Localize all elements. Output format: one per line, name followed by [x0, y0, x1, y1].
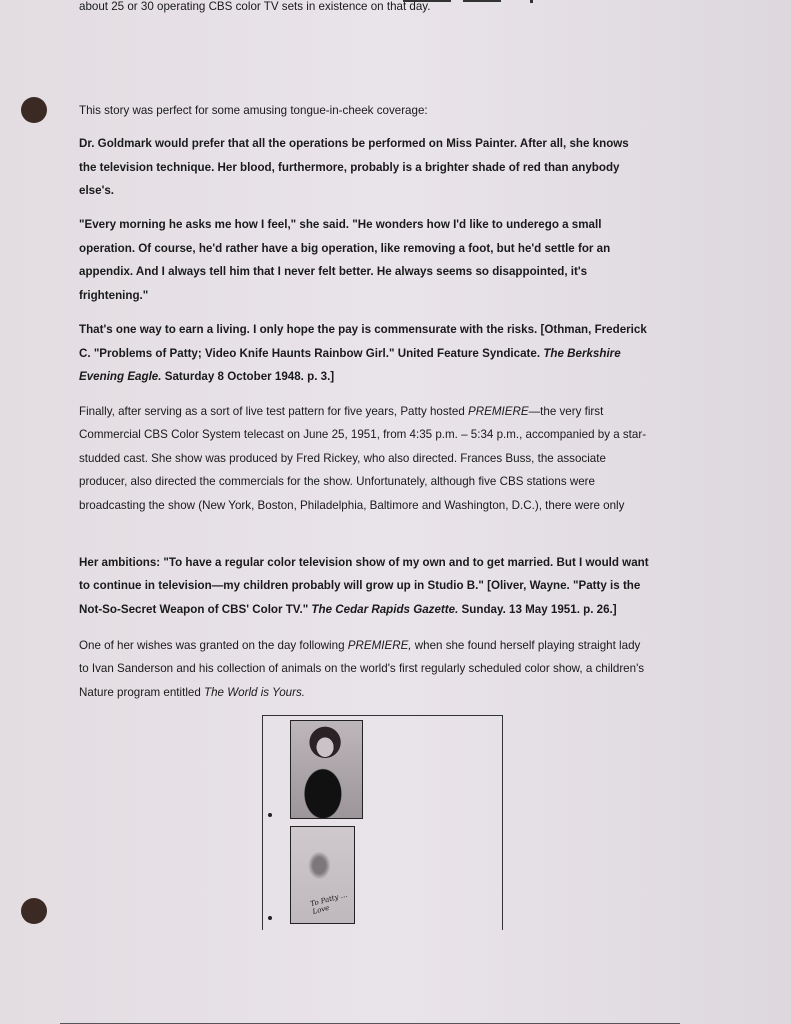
text-line — [79, 603, 617, 616]
text-segment: "Every morning he asks me how I feel," she said. "He wonders how I'd like to underego a small — [79, 218, 602, 231]
text-line — [79, 323, 647, 336]
text-line — [79, 686, 305, 699]
text-line — [79, 475, 595, 488]
text-line — [79, 137, 629, 150]
text-segment: —the very first — [528, 405, 604, 418]
italic-text: Evening Eagle. — [79, 370, 162, 383]
text-segment: frightening." — [79, 289, 149, 302]
text-segment: Sunday. 13 May 1951. p. 26.] — [458, 603, 617, 616]
text-line — [79, 370, 334, 383]
patty-painter-portrait-photo — [290, 720, 363, 819]
text-line — [79, 289, 148, 302]
text-segment: to continue in television—my children probably will grow up in Studio B." [Oliver, Wayne. "Patty is the — [79, 579, 641, 592]
scan-mark — [463, 0, 501, 2]
text-segment: Not-So-Secret Weapon of CBS' Color TV." — [79, 603, 312, 616]
text-segment: This story was perfect for some amusing tongue-in-cheek coverage: — [79, 104, 428, 117]
text-line — [79, 405, 603, 418]
text-segment: Her ambitions: "To have a regular color television show of my own and to get married. But I would want — [79, 556, 649, 569]
italic-text: PREMIERE, — [347, 639, 412, 652]
text-line — [79, 218, 601, 231]
italic-text: The Berkshire — [543, 347, 621, 360]
text-line — [79, 428, 646, 441]
binder-hole-top — [21, 97, 47, 123]
italic-text: The World is Yours. — [204, 686, 305, 699]
binder-hole-bottom — [21, 898, 47, 924]
italic-text: The Cedar Rapids Gazette. — [311, 603, 459, 616]
text-segment: Finally, after serving as a sort of live test pattern for five years, Patty hosted — [79, 405, 468, 418]
text-segment: about 25 or 30 operating CBS color TV sets in existence on that day. — [79, 0, 431, 13]
text-segment: One of her wishes was granted on the day following — [79, 639, 348, 652]
text-segment: operation. Of course, he'd rather have a big operation, like removing a foot, but he'd settle for an — [79, 242, 611, 255]
text-line — [79, 556, 649, 569]
text-segment: to Ivan Sanderson and his collection of animals on the world's first regularly scheduled color show, a children's — [79, 662, 645, 675]
bullet — [268, 813, 272, 817]
text-line — [79, 499, 624, 512]
text-line — [79, 242, 610, 255]
text-segment: Dr. Goldmark would prefer that all the operations be performed on Miss Painter. After all, she knows — [79, 137, 629, 150]
text-segment: That's one way to earn a living. I only hope the pay is commensurate with the risks. [Othman, Frederick — [79, 323, 647, 336]
text-segment: C. "Problems of Patty; Video Knife Haunts Rainbow Girl." United Feature Syndicate. — [79, 347, 544, 360]
text-line — [79, 265, 587, 278]
text-line — [79, 184, 114, 197]
text-segment: producer, also directed the commercials for the show. Unfortunately, although five CBS stations were — [79, 475, 595, 488]
text-segment: when she found herself playing straight lady — [411, 639, 641, 652]
signed-autograph-photo — [290, 826, 355, 924]
autograph-inscription: To Patty ... Love — [309, 890, 349, 916]
text-segment: else's. — [79, 184, 114, 197]
text-line — [79, 662, 644, 675]
photo-frame — [262, 715, 503, 930]
text-line — [79, 639, 640, 652]
scan-mark — [530, 0, 533, 3]
text-line — [79, 452, 606, 465]
italic-text: PREMIERE — [468, 405, 529, 418]
text-line — [79, 161, 619, 174]
text-segment: the television technique. Her blood, furthermore, probably is a brighter shade of red than anybody — [79, 161, 620, 174]
text-segment: Nature program entitled — [79, 686, 205, 699]
bullet — [268, 916, 272, 920]
text-line — [79, 104, 428, 117]
text-segment: Saturday 8 October 1948. p. 3.] — [161, 370, 335, 383]
text-line — [79, 579, 640, 592]
text-line — [79, 347, 621, 360]
text-segment: Commercial CBS Color System telecast on June 25, 1951, from 4:35 p.m. – 5:34 p.m., accompanied by a star- — [79, 428, 647, 441]
text-segment: broadcasting the show (New York, Boston, Philadelphia, Baltimore and Washington, D.C.), there were only — [79, 499, 625, 512]
text-segment: studded cast. She show was produced by Fred Rickey, who also directed. Frances Buss, the associate — [79, 452, 606, 465]
text-segment: appendix. And I always tell him that I never felt better. He always seems so disappointed, it's — [79, 265, 588, 278]
text-line — [79, 0, 430, 13]
